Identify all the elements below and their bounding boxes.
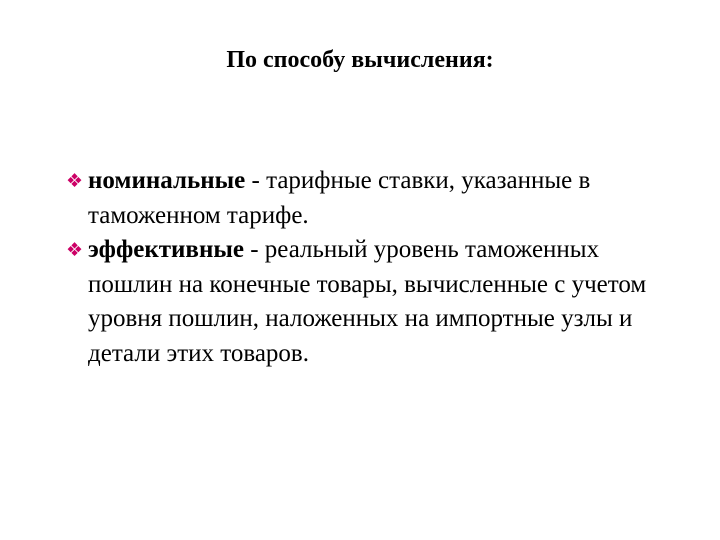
bullet-text: - реальный уровень таможенных пошлин на конечные товары, вычисленные с учетом уровня пошлин, наложенных на импортные узлы и детали этих товаров. xyxy=(88,236,647,367)
bullet-term: номинальные xyxy=(88,167,246,194)
bullet-term: эффективные xyxy=(88,236,244,263)
slide-title: По способу вычисления: xyxy=(226,47,494,73)
diamond-bullet-icon: ❖ xyxy=(66,170,84,192)
diamond-bullet-icon: ❖ xyxy=(66,239,84,261)
bullet-item-nominal xyxy=(66,164,686,233)
bullet-text: - тарифные ставки, указанные в таможенном тарифе. xyxy=(88,167,591,229)
bullet-list xyxy=(66,164,686,371)
bullet-item-effective xyxy=(66,233,686,371)
